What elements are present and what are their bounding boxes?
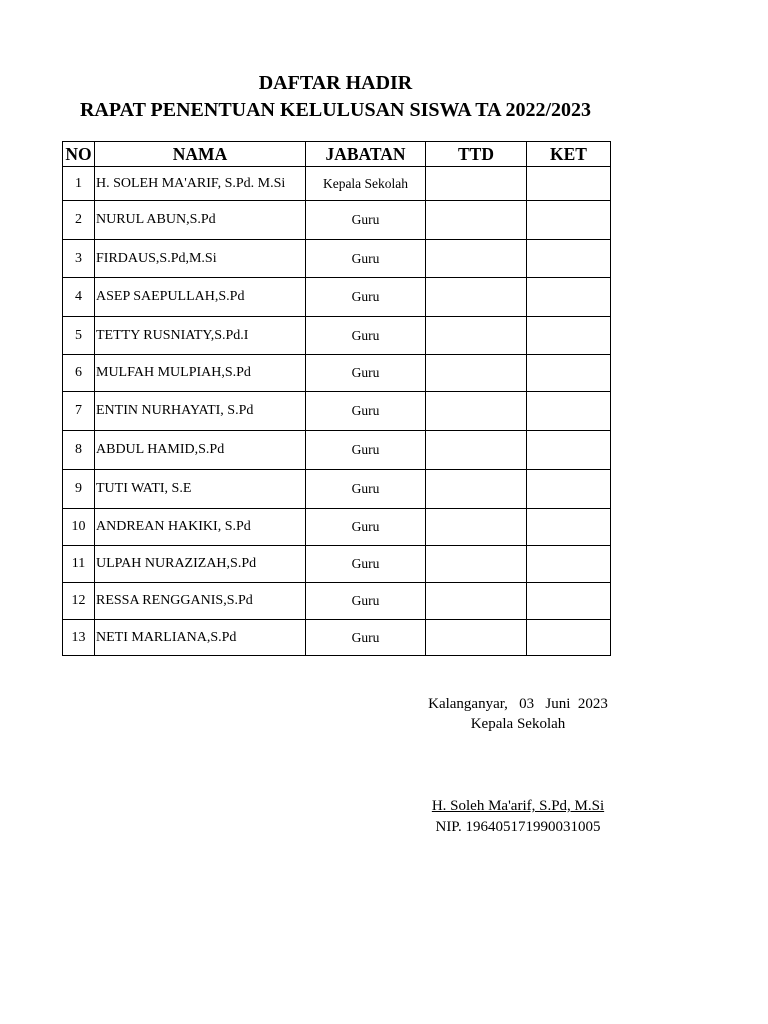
row-nama: ENTIN NURHAYATI, S.Pd <box>95 392 306 431</box>
row-ket-cell <box>527 278 611 317</box>
table-row <box>63 240 611 278</box>
row-nama: TETTY RUSNIATY,S.Pd.I <box>95 317 306 355</box>
table-row <box>63 583 611 620</box>
row-no: 12 <box>63 583 95 620</box>
row-ket-cell <box>527 317 611 355</box>
row-ket-cell <box>527 583 611 620</box>
row-nama: ASEP SAEPULLAH,S.Pd <box>95 278 306 317</box>
row-no: 7 <box>63 392 95 431</box>
row-jabatan: Guru <box>306 620 426 656</box>
table-row <box>63 509 611 546</box>
document-title-line1: DAFTAR HADIR <box>258 72 413 94</box>
row-nama: H. SOLEH MA'ARIF, S.Pd. M.Si <box>95 167 306 201</box>
document-title <box>62 70 609 124</box>
row-nama: ULPAH NURAZIZAH,S.Pd <box>95 546 306 583</box>
signature-name-text: H. Soleh Ma'arif, S.Pd, M.Si <box>431 798 605 814</box>
row-ttd-cell <box>426 317 527 355</box>
row-ket-cell <box>527 355 611 392</box>
table-row <box>63 278 611 317</box>
row-ket-cell <box>527 392 611 431</box>
signature-name <box>418 798 618 815</box>
table-row <box>63 431 611 470</box>
signature-position: Kepala Sekolah <box>470 716 566 732</box>
row-ttd-cell <box>426 201 527 240</box>
row-nama: ABDUL HAMID,S.Pd <box>95 431 306 470</box>
row-jabatan: Guru <box>306 201 426 240</box>
row-nama: NURUL ABUN,S.Pd <box>95 201 306 240</box>
row-no: 5 <box>63 317 95 355</box>
signature-nip: NIP. 196405171990031005 <box>435 819 601 835</box>
row-jabatan: Guru <box>306 509 426 546</box>
row-ket-cell <box>527 431 611 470</box>
row-jabatan: Guru <box>306 546 426 583</box>
table-row <box>63 201 611 240</box>
row-no: 4 <box>63 278 95 317</box>
row-jabatan: Guru <box>306 431 426 470</box>
row-ket-cell <box>527 620 611 656</box>
row-ket-cell <box>527 546 611 583</box>
row-ket-cell <box>527 201 611 240</box>
header-ket: KET <box>527 142 611 167</box>
row-ket-cell <box>527 167 611 201</box>
table-row <box>63 392 611 431</box>
row-jabatan: Guru <box>306 317 426 355</box>
row-nama: NETI MARLIANA,S.Pd <box>95 620 306 656</box>
header-ttd: TTD <box>426 142 527 167</box>
row-ttd-cell <box>426 470 527 509</box>
header-nama: NAMA <box>95 142 306 167</box>
row-jabatan: Guru <box>306 355 426 392</box>
row-ket-cell <box>527 509 611 546</box>
row-no: 1 <box>63 167 95 201</box>
row-no: 2 <box>63 201 95 240</box>
row-jabatan: Guru <box>306 240 426 278</box>
row-nama: MULFAH MULPIAH,S.Pd <box>95 355 306 392</box>
row-ttd-cell <box>426 240 527 278</box>
row-ttd-cell <box>426 392 527 431</box>
row-no: 6 <box>63 355 95 392</box>
row-ttd-cell <box>426 278 527 317</box>
row-no: 11 <box>63 546 95 583</box>
row-no: 10 <box>63 509 95 546</box>
row-ket-cell <box>527 240 611 278</box>
row-ttd-cell <box>426 546 527 583</box>
row-jabatan: Guru <box>306 470 426 509</box>
row-no: 9 <box>63 470 95 509</box>
document-title-line2: RAPAT PENENTUAN KELULUSAN SISWA TA 2022/2023 <box>79 99 592 121</box>
row-ttd-cell <box>426 167 527 201</box>
attendance-table <box>62 141 611 656</box>
row-ttd-cell <box>426 583 527 620</box>
row-ttd-cell <box>426 620 527 656</box>
row-jabatan: Guru <box>306 392 426 431</box>
table-row <box>63 546 611 583</box>
row-nama: ANDREAN HAKIKI, S.Pd <box>95 509 306 546</box>
row-nama: TUTI WATI, S.E <box>95 470 306 509</box>
row-jabatan: Guru <box>306 278 426 317</box>
row-jabatan: Kepala Sekolah <box>306 167 426 201</box>
row-ttd-cell <box>426 431 527 470</box>
row-no: 8 <box>63 431 95 470</box>
row-ttd-cell <box>426 355 527 392</box>
table-header-row <box>63 142 611 167</box>
row-jabatan: Guru <box>306 583 426 620</box>
row-ttd-cell <box>426 509 527 546</box>
row-nama: RESSA RENGGANIS,S.Pd <box>95 583 306 620</box>
row-nama: FIRDAUS,S.Pd,M.Si <box>95 240 306 278</box>
row-no: 3 <box>63 240 95 278</box>
header-no: NO <box>63 142 95 167</box>
row-ket-cell <box>527 470 611 509</box>
table-row <box>63 470 611 509</box>
header-jabatan: JABATAN <box>306 142 426 167</box>
row-no: 13 <box>63 620 95 656</box>
table-row <box>63 355 611 392</box>
signature-place-date: Kalanganyar, 03 Juni 2023 <box>428 696 608 712</box>
table-row <box>63 167 611 201</box>
table-row <box>63 317 611 355</box>
table-row <box>63 620 611 656</box>
